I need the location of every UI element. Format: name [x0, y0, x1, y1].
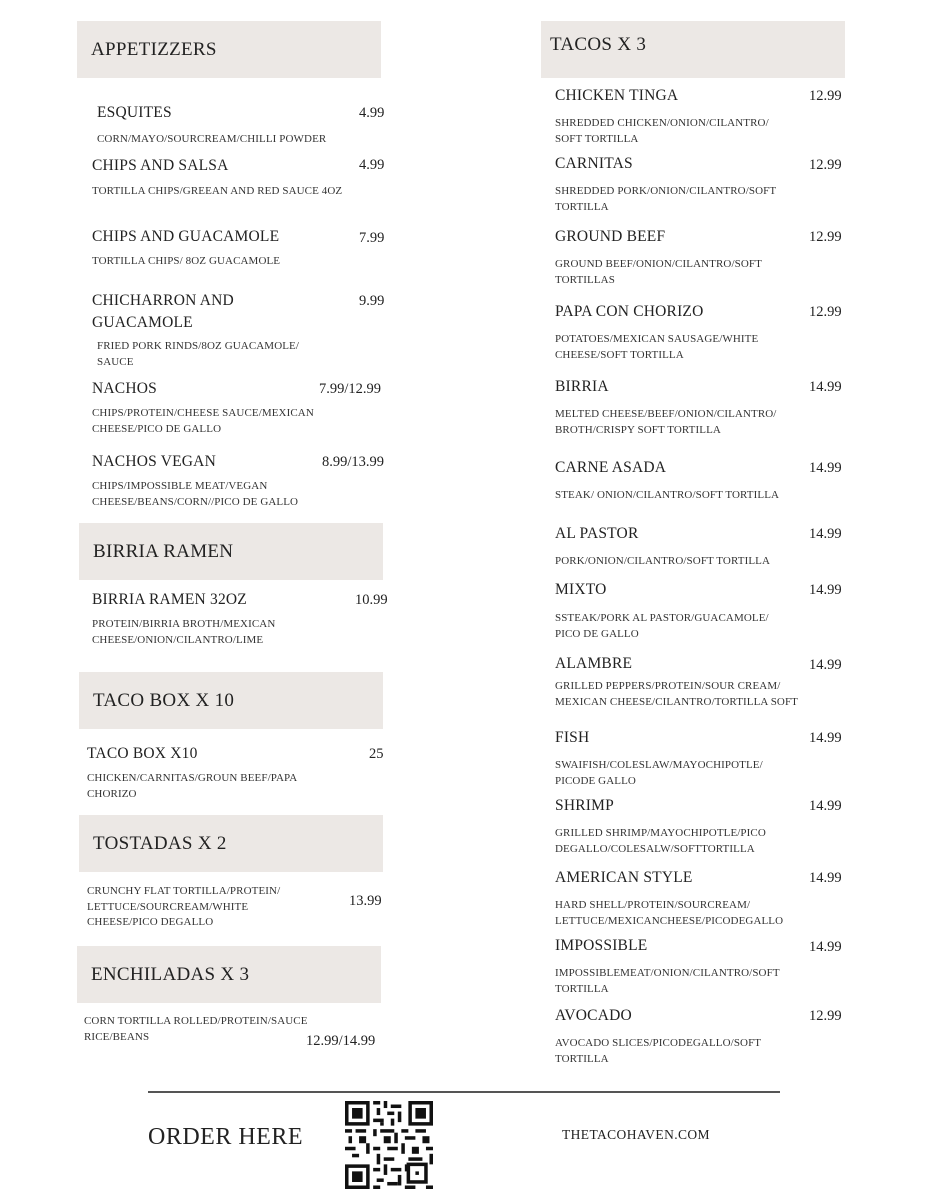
taco-name-al-pastor: AL PASTOR — [555, 525, 639, 542]
taco-desc-avocado: AVOCADO SLICES/PICODEGALLO/SOFT TORTILLA — [555, 1037, 761, 1065]
taco-name-chicken-tinga: CHICKEN TINGA — [555, 87, 679, 104]
taco-desc-chicken-tinga: SHREDDED CHICKEN/ONION/CILANTRO/ SOFT TORTILLA — [555, 117, 769, 145]
section-header-tacos: TACOS X 3 — [541, 21, 845, 78]
taco-desc-alambre: GRILLED PEPPERS/PROTEIN/SOUR CREAM/ MEXICAN CHEESE/CILANTRO/TORTILLA SOFT — [555, 680, 799, 708]
item-price-nachos: 7.99/12.99 — [319, 381, 382, 397]
item-desc-enchiladas: CORN TORTILLA ROLLED/PROTEIN/SAUCE RICE/BEANS — [84, 1015, 308, 1043]
taco-price-carne-asada: 14.99 — [809, 460, 842, 476]
taco-desc-mixto: SSTEAK/PORK AL PASTOR/GUACAMOLE/ PICO DE GALLO — [555, 612, 769, 640]
item-desc-chips-guacamole: TORTILLA CHIPS/ 8OZ GUACAMOLE — [92, 255, 281, 267]
taco-desc-shrimp: GRILLED SHRIMP/MAYOCHIPOTLE/PICO DEGALLO/COLESALW/SOFTTORTILLA — [555, 827, 766, 855]
taco-price-shrimp: 14.99 — [809, 798, 842, 814]
item-name-chips-salsa: CHIPS AND SALSA — [92, 157, 229, 174]
taco-price-al-pastor: 14.99 — [809, 526, 842, 542]
taco-desc-impossible: IMPOSSIBLEMEAT/ONION/CILANTRO/SOFT TORTILLA — [555, 967, 780, 995]
order-here-label: ORDER HERE — [148, 1124, 303, 1150]
taco-price-birria: 14.99 — [809, 379, 842, 395]
taco-price-impossible: 14.99 — [809, 939, 842, 955]
taco-desc-fish: SWAIFISH/COLESLAW/MAYOCHIPOTLE/ PICODE GALLO — [555, 759, 763, 787]
item-desc-chips-salsa: TORTILLA CHIPS/GREEAN AND RED SAUCE 4OZ — [92, 185, 343, 197]
section-header-tostadas: TOSTADAS X 2 — [79, 815, 383, 872]
taco-price-american-style: 14.99 — [809, 870, 842, 886]
item-name-taco-box: TACO BOX X10 — [87, 745, 198, 762]
item-desc-esquites: CORN/MAYO/SOURCREAM/CHILLI POWDER — [97, 133, 327, 145]
taco-desc-carnitas: SHREDDED PORK/ONION/CILANTRO/SOFT TORTILLA — [555, 185, 776, 213]
taco-desc-birria: MELTED CHEESE/BEEF/ONION/CILANTRO/ BROTH/CRISPY SOFT TORTILLA — [555, 408, 777, 436]
taco-name-birria: BIRRIA — [555, 378, 609, 395]
item-name-birria-ramen: BIRRIA RAMEN 32OZ — [92, 591, 247, 608]
taco-desc-al-pastor: PORK/ONION/CILANTRO/SOFT TORTILLA — [555, 555, 771, 567]
taco-price-alambre: 14.99 — [809, 657, 842, 673]
qr-code-icon[interactable] — [345, 1101, 433, 1189]
taco-name-carnitas: CARNITAS — [555, 155, 633, 172]
item-name-esquites: ESQUITES — [97, 104, 172, 121]
section-header-birria-ramen: BIRRIA RAMEN — [79, 523, 383, 580]
item-name-nachos: NACHOS — [92, 380, 157, 397]
taco-price-fish: 14.99 — [809, 730, 842, 746]
item-name-chips-guacamole: CHIPS AND GUACAMOLE — [92, 228, 280, 245]
section-header-taco-box: TACO BOX X 10 — [79, 672, 383, 729]
taco-price-chicken-tinga: 12.99 — [809, 88, 842, 104]
section-header-appetizers: APPETIZZERS — [77, 21, 381, 78]
taco-name-carne-asada: CARNE ASADA — [555, 459, 667, 476]
item-name-nachos-vegan: NACHOS VEGAN — [92, 453, 216, 470]
taco-price-mixto: 14.99 — [809, 582, 842, 598]
taco-desc-carne-asada: STEAK/ ONION/CILANTRO/SOFT TORTILLA — [555, 489, 780, 501]
website-link[interactable]: THETACOHAVEN.COM — [562, 1127, 710, 1142]
taco-name-impossible: IMPOSSIBLE — [555, 937, 648, 954]
item-price-nachos-vegan: 8.99/13.99 — [322, 454, 385, 470]
item-desc-tostadas: CRUNCHY FLAT TORTILLA/PROTEIN/ LETTUCE/SOURCREAM/WHITE CHEESE/PICO DEGALLO — [87, 885, 281, 928]
taco-name-alambre: ALAMBRE — [555, 655, 633, 672]
taco-name-papa-con-chorizo: PAPA CON CHORIZO — [555, 303, 704, 320]
item-price-chips-guacamole: 7.99 — [359, 230, 385, 246]
item-price-birria-ramen: 10.99 — [355, 592, 388, 608]
taco-desc-papa-con-chorizo: POTATOES/MEXICAN SAUSAGE/WHITE CHEESE/SOFT TORTILLA — [555, 333, 759, 361]
taco-desc-american-style: HARD SHELL/PROTEIN/SOURCREAM/ LETTUCE/MEXICANCHEESE/PICODEGALLO — [555, 899, 784, 927]
item-name-chicharron: CHICHARRON AND GUACAMOLE — [92, 292, 234, 331]
item-price-enchiladas: 12.99/14.99 — [306, 1033, 376, 1049]
taco-name-american-style: AMERICAN STYLE — [555, 869, 693, 886]
item-price-taco-box: 25 — [369, 746, 384, 762]
item-desc-taco-box: CHICKEN/CARNITAS/GROUN BEEF/PAPA CHORIZO — [87, 772, 297, 800]
taco-name-ground-beef: GROUND BEEF — [555, 228, 666, 245]
item-price-chips-salsa: 4.99 — [359, 157, 385, 173]
taco-name-fish: FISH — [555, 729, 590, 746]
taco-price-ground-beef: 12.99 — [809, 229, 842, 245]
section-header-enchiladas: ENCHILADAS X 3 — [77, 946, 381, 1003]
taco-name-avocado: AVOCADO — [555, 1007, 632, 1024]
item-price-chicharron: 9.99 — [359, 293, 385, 309]
taco-desc-ground-beef: GROUND BEEF/ONION/CILANTRO/SOFT TORTILLAS — [555, 258, 762, 286]
taco-price-carnitas: 12.99 — [809, 157, 842, 173]
item-price-tostadas: 13.99 — [349, 893, 382, 909]
taco-name-mixto: MIXTO — [555, 581, 607, 598]
item-price-esquites: 4.99 — [359, 105, 385, 121]
footer-divider — [148, 1091, 780, 1093]
taco-price-papa-con-chorizo: 12.99 — [809, 304, 842, 320]
taco-price-avocado: 12.99 — [809, 1008, 842, 1024]
item-desc-nachos-vegan: CHIPS/IMPOSSIBLE MEAT/VEGAN CHEESE/BEANS/CORN//PICO DE GALLO — [92, 480, 299, 508]
taco-name-shrimp: SHRIMP — [555, 797, 614, 814]
item-desc-nachos: CHIPS/PROTEIN/CHEESE SAUCE/MEXICAN CHEESE/PICO DE GALLO — [92, 407, 314, 435]
item-desc-chicharron: FRIED PORK RINDS/8OZ GUACAMOLE/ SAUCE — [97, 340, 300, 368]
item-desc-birria-ramen: PROTEIN/BIRRIA BROTH/MEXICAN CHEESE/ONION/CILANTRO/LIME — [92, 618, 276, 646]
